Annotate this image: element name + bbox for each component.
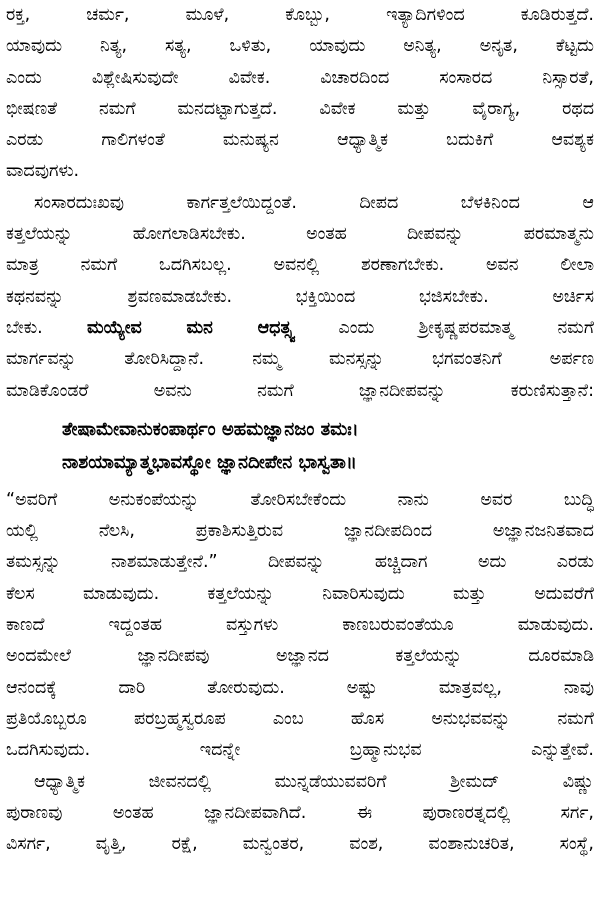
text-segment: ಎಂದು ಶ್ರೀಕೃಷ್ಣಪರಮಾತ್ಮ ನಮಗೆ xyxy=(338,317,594,338)
text-line: ಆಧ್ಯಾತ್ಮಿಕ ಜೀವನದಲ್ಲಿ ಮುನ್ನಡೆಯುವವರಿಗೆ ಶ್ರೀಮದ್ ವಿಷ್ಣು xyxy=(34,771,594,792)
text-line-with-quote xyxy=(6,313,594,344)
text-line: ಎಂದು ವಿಶ್ಲೇಷಿಸುವುದೇ ವಿವೇಕ. ವಿಚಾರದಿಂದ ಸಂಸಾರದ ನಿಸ್ಸಾರತೆ, xyxy=(6,67,594,88)
text-line: ತಮಸ್ಸನ್ನು ನಾಶಮಾಡುತ್ತೇನೆ.” ದೀಪವನ್ನು ಹಚ್ಚಿದಾಗ ಅದು ಎರಡು xyxy=(6,552,594,573)
paragraph-1 xyxy=(6,0,594,188)
paragraph-3 xyxy=(6,485,594,767)
text-line: ಮಾತ್ರ ನಮಗೆ ಒದಗಿಸಬಲ್ಲ. ಅವನಲ್ಲಿ ಶರಣಾಗಬೇಕು. ಅವನ ಲೀಲಾ xyxy=(6,255,594,276)
text-line: ಯಲ್ಲಿ ನೆಲಸಿ, ಪ್ರಕಾಶಿಸುತ್ತಿರುವ ಜ್ಞಾನದೀಪದಿಂದ ಅಜ್ಞಾನಜನಿತವಾದ xyxy=(6,521,594,542)
text-line: ಕತ್ತಲೆಯನ್ನು ಹೋಗಲಾಡಿಸಬೇಕು. ಅಂತಹ ದೀಪವನ್ನು ಪರಮಾತ್ಮನು xyxy=(6,224,594,245)
text-line: ವಿಸರ್ಗ, ವೃತ್ತಿ, ರಕ್ಷೆ, ಮನ್ವಂತರ, ವಂಶ, ವಂಶಾನುಚರಿತ, ಸಂಸ್ಥೆ, xyxy=(6,834,594,855)
text-line: ಪುರಾಣವು ಅಂತಹ ಜ್ಞಾನದೀಪವಾಗಿದೆ. ಈ ಪುರಾಣರತ್ನದಲ್ಲಿ ಸರ್ಗ, xyxy=(6,802,594,823)
sanskrit-quote: ಮಯ್ಯೇವ ಮನ ಆಧತ್ಸ್ವ xyxy=(86,317,295,338)
text-line: ಒದಗಿಸುವುದು. ಇದನ್ನೇ ಬ್ರಹ್ಮಾನುಭವ ಎನ್ನುತ್ತೇವೆ. xyxy=(6,740,594,761)
sanskrit-verse xyxy=(6,413,594,479)
verse-line-2: ನಾಶಯಾಮ್ಯಾತ್ಮಭಾವಸ್ಥೋ ಜ್ಞಾನದೀಪೇನ ಭಾಸ್ವತಾ॥ xyxy=(62,451,357,473)
text-line: ರಕ್ತ, ಚರ್ಮ, ಮೂಳೆ, ಕೊಬ್ಬು, ಇತ್ಯಾದಿಗಳಿಂದ ಕೂಡಿರುತ್ತದೆ. xyxy=(6,5,594,25)
paragraph-4 xyxy=(6,767,594,861)
verse-line-1: ತೇಷಾಮೇವಾನುಕಂಪಾರ್ಥಂ ಅಹಮಜ್ಞಾನಜಂ ತಮಃ। xyxy=(62,418,359,440)
text-line: ವಾದವುಗಳು. xyxy=(6,161,80,182)
text-line: ಆನಂದಕ್ಕೆ ದಾರಿ ತೋರುವುದು. ಅಷ್ಟು ಮಾತ್ರವಲ್ಲ, ನಾವು xyxy=(6,677,594,698)
text-line: ಸಂಸಾರದುಃಖವು ಕಾರ್ಗತ್ತಲೆಯಿದ್ದಂತೆ. ದೀಪದ ಬೆಳಕಿನಿಂದ ಆ xyxy=(34,192,594,213)
text-line: ಕಾಣದೆ ಇದ್ದಂತಹ ವಸ್ತುಗಳು ಕಾಣಬರುವಂತೆಯೂ ಮಾಡುವುದು. xyxy=(6,615,594,636)
paragraph-2 xyxy=(6,188,594,407)
text-line: ಕೆಲಸ ಮಾಡುವುದು. ಕತ್ತಲೆಯನ್ನು ನಿವಾರಿಸುವುದು ಮತ್ತು ಅದುವರೆಗೆ xyxy=(6,583,594,604)
text-line: ಪ್ರತಿಯೊಬ್ಬರೂ ಪರಬ್ರಹ್ಮಸ್ವರೂಪ ಎಂಬ ಹೊಸ ಅನುಭವವನ್ನು ನಮಗೆ xyxy=(6,708,594,729)
text-line: “ಅವರಿಗೆ ಅನುಕಂಪೆಯನ್ನು ತೋರಿಸಬೇಕೆಂದು ನಾನು ಅವರ ಬುದ್ಧಿ xyxy=(6,489,594,510)
text-line: ಭೀಷಣತೆ ನಮಗೆ ಮನದಟ್ಟಾಗುತ್ತದೆ. ವಿವೇಕ ಮತ್ತು ವೈರಾಗ್ಯ, ರಥದ xyxy=(6,98,594,119)
text-line: ಮಾಡಿಕೊಂಡರೆ ಅವನು ನಮಗೆ ಜ್ಞಾನದೀಪವನ್ನು ಕರುಣಿಸುತ್ತಾನೆ: xyxy=(6,380,594,401)
text-line: ಮಾರ್ಗವನ್ನು ತೋರಿಸಿದ್ದಾನೆ. ನಮ್ಮ ಮನಸ್ಸನ್ನು ಭಗವಂತನಿಗೆ ಅರ್ಪಣ xyxy=(6,349,594,370)
text-line: ಕಥನವನ್ನು ಶ್ರವಣಮಾಡಬೇಕು. ಭಕ್ತಿಯಿಂದ ಭಜಿಸಬೇಕು. ಅರ್ಚಿಸ xyxy=(6,286,594,307)
text-line: ಅಂದಮೇಲೆ ಜ್ಞಾನದೀಪವು ಅಜ್ಞಾನದ ಕತ್ತಲೆಯನ್ನು ದೂರಮಾಡಿ xyxy=(6,646,594,667)
text-line: ಯಾವುದು ನಿತ್ಯ, ಸತ್ಯ, ಒಳಿತು, ಯಾವುದು ಅನಿತ್ಯ, ಅನೃತ, ಕೆಟ್ಟದು xyxy=(6,36,594,57)
text-line: ಎರಡು ಗಾಲಿಗಳಂತೆ ಮನುಷ್ಯನ ಆಧ್ಯಾತ್ಮಿಕ ಬದುಕಿಗೆ ಆವಶ್ಯಕ xyxy=(6,130,594,151)
text-segment: ಬೇಕು. xyxy=(6,317,43,338)
